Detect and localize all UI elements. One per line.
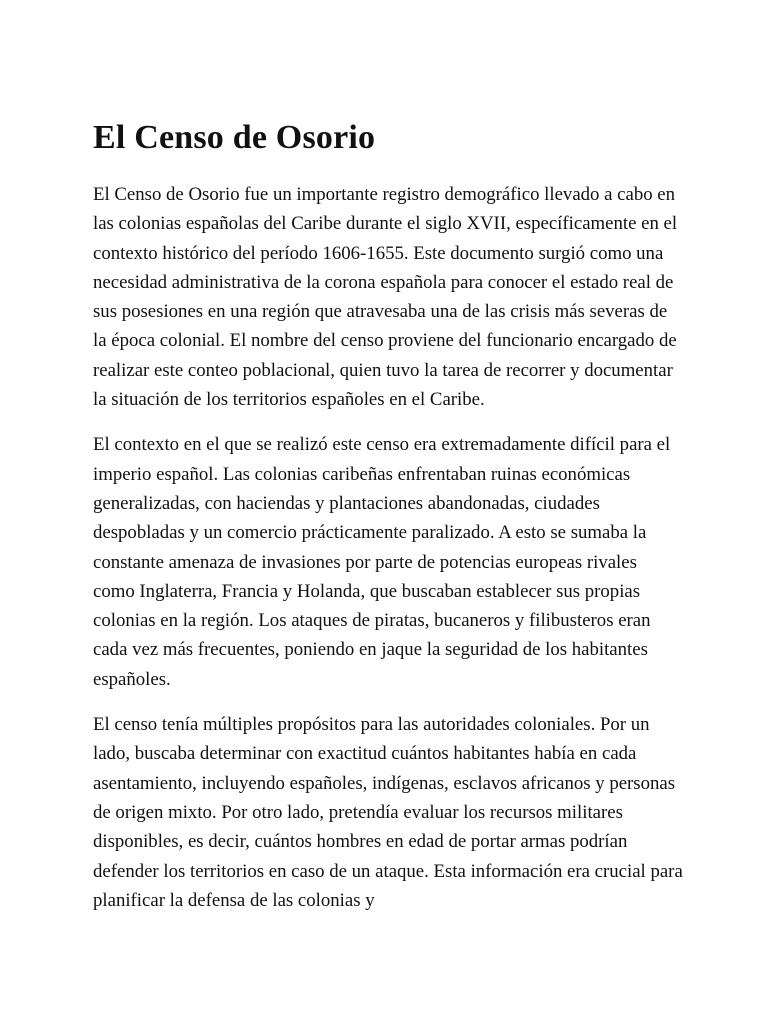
paragraph-2: El contexto en el que se realizó este censo era extremadamente difícil para el imperio español. Las colonias caribeñas enfrentaban ruinas económicas generalizadas, con haciendas y plantaciones abandonadas, ciudades despobladas y un comercio prácticamente paralizado. A esto se sumaba la constante amenaza de invasiones por parte de potencias europeas rivales como Inglaterra, Francia y Holanda, que buscaban establecer sus propias colonias en la región. Los ataques de piratas, bucaneros y filibusteros eran cada vez más frecuentes, poniendo en jaque la seguridad de los habitantes españoles.: [93, 434, 671, 690]
document-page: [93, 118, 683, 931]
paragraph-1: El Censo de Osorio fue un importante registro demográfico llevado a cabo en las colonias españolas del Caribe durante el siglo XVII, específicamente en el contexto histórico del período 1606-1655. Este documento surgió como una necesidad administrativa de la corona española para conocer el estado real de sus posesiones en una región que atravesaba una de las crisis más severas de la época colonial. El nombre del censo proviene del funcionario encargado de realizar este conteo poblacional, quien tuvo la tarea de recorrer y documentar la situación de los territorios españoles en el Caribe.: [93, 184, 678, 411]
paragraph-3: El censo tenía múltiples propósitos para las autoridades coloniales. Por un lado, buscaba determinar con exactitud cuántos habitantes había en cada asentamiento, incluyendo españoles, indígenas, esclavos africanos y personas de origen mixto. Por otro lado, pretendía evaluar los recursos militares disponibles, es decir, cuántos hombres en edad de portar armas podrían defender los territorios en caso de un ataque. Esta información era crucial para planificar la defensa de las colonias y: [93, 714, 683, 911]
document-title: El Censo de Osorio: [93, 119, 376, 156]
